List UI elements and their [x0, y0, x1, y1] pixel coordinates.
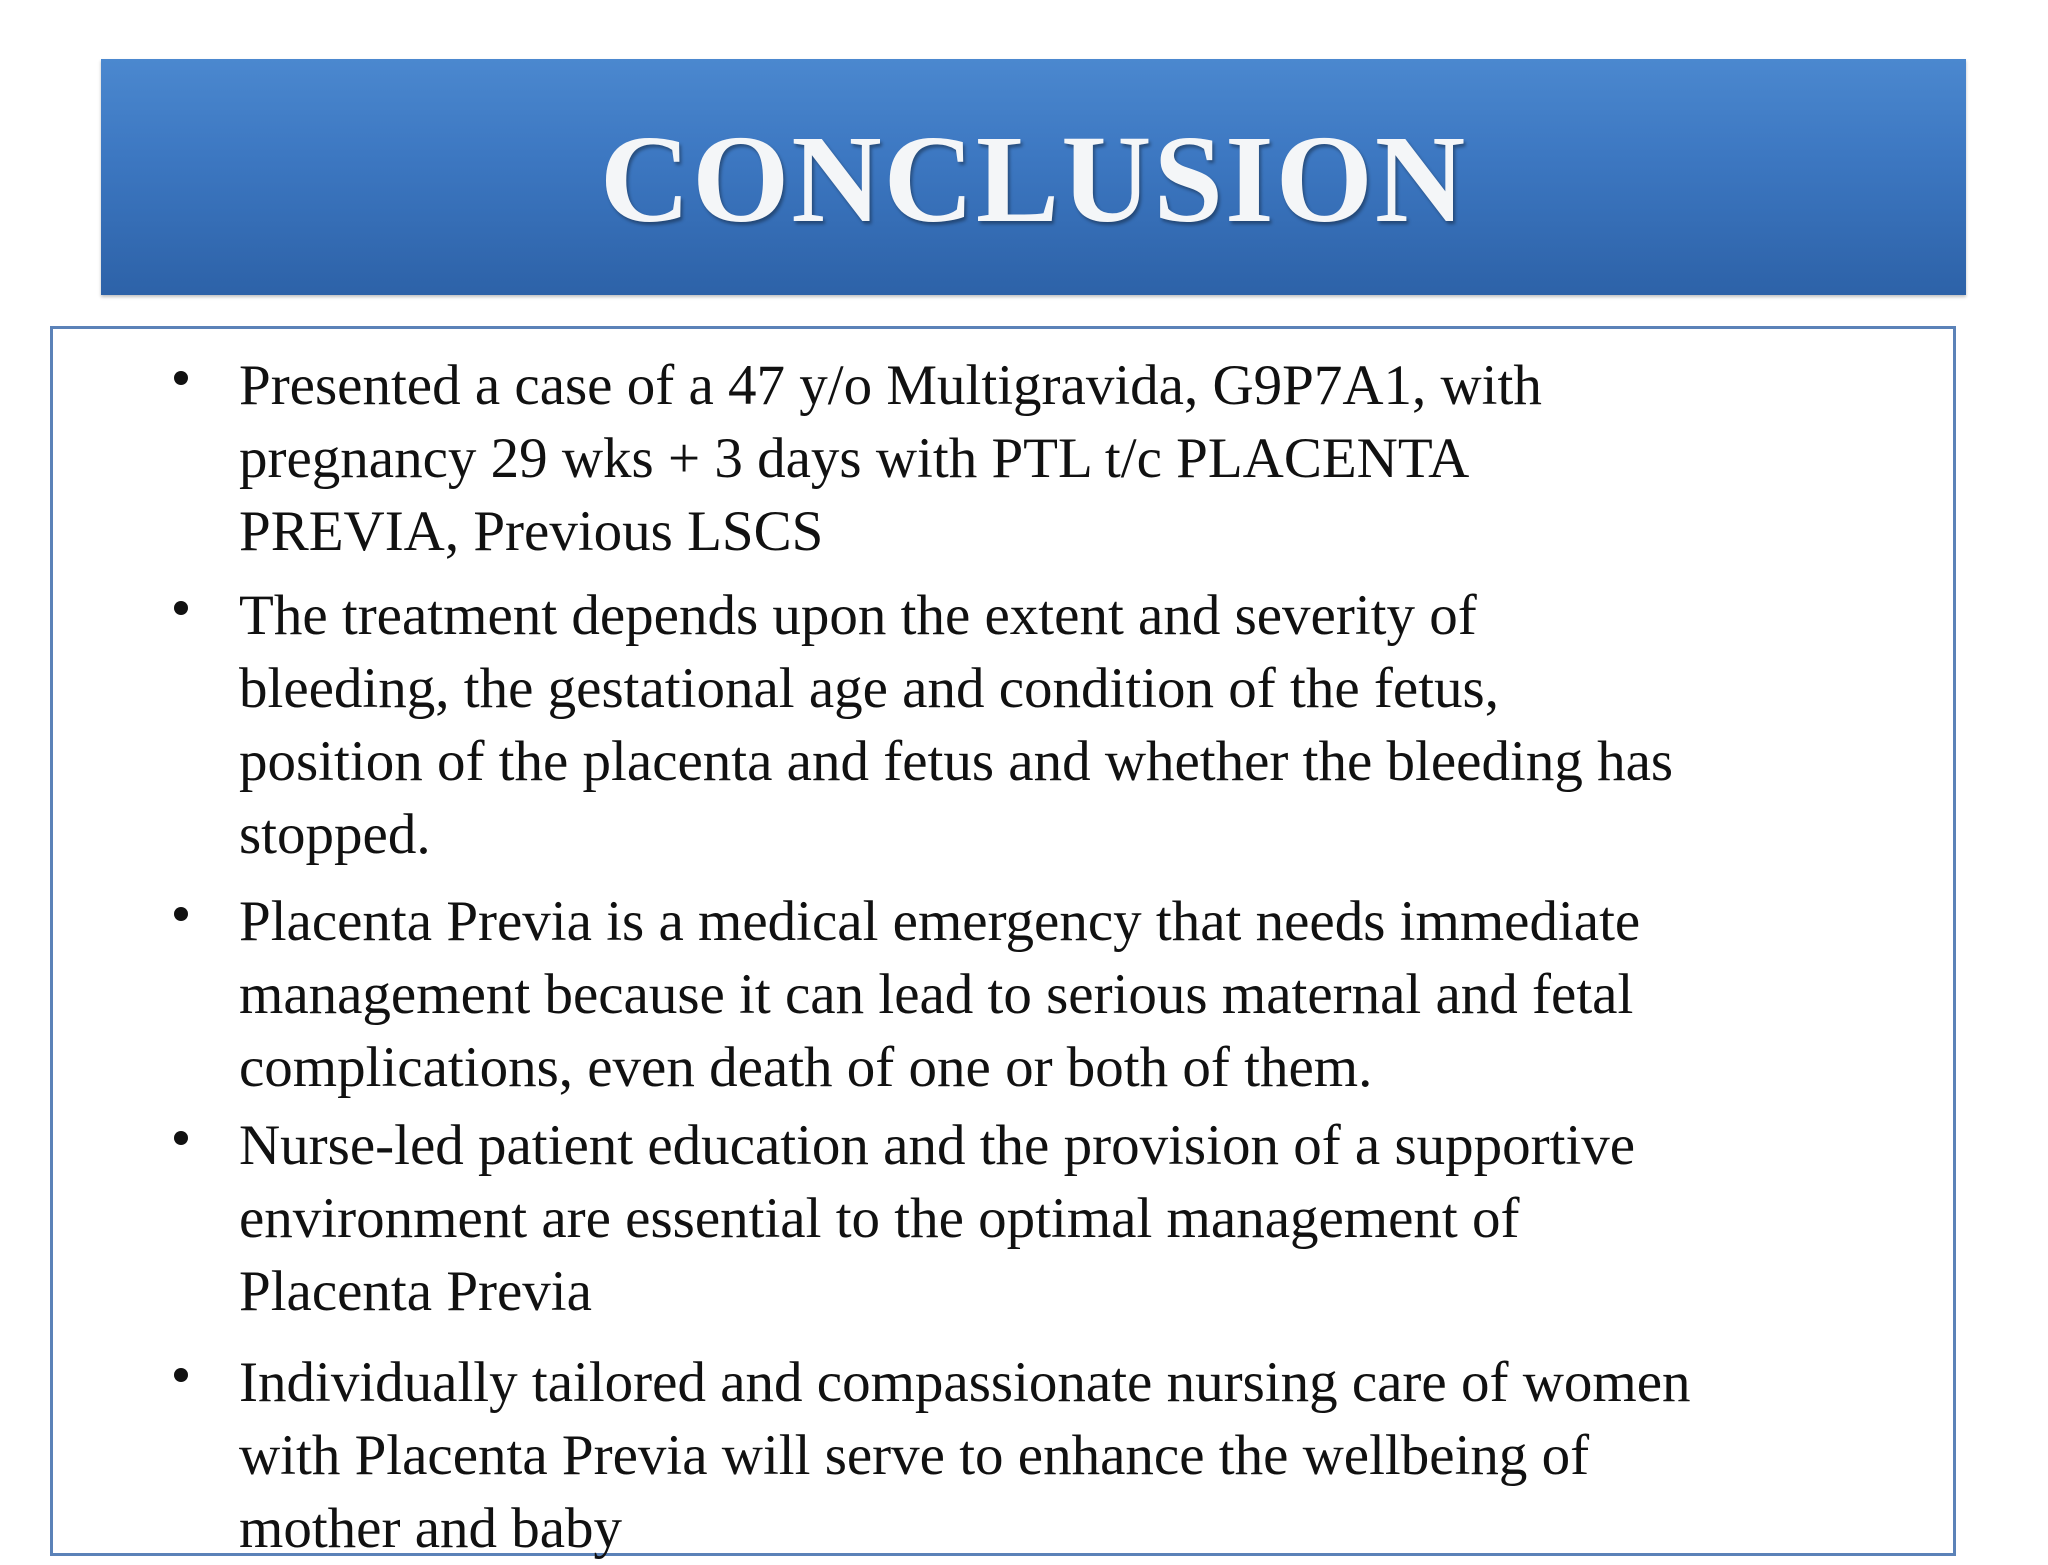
bullet-line: bleeding, the gestational age and condition of the fetus,	[239, 657, 1499, 720]
bullet-item-case-summary	[239, 349, 1979, 568]
bullet-point-icon	[174, 907, 188, 921]
bullet-text	[239, 579, 1979, 871]
bullet-point-icon	[174, 601, 188, 615]
bullet-text	[239, 885, 1849, 1104]
bullet-point-icon	[174, 1368, 188, 1382]
bullet-line: stopped.	[239, 803, 431, 866]
bullet-line: Placenta Previa	[239, 1260, 592, 1323]
bullet-line: management because it can lead to serious maternal and fetal	[239, 963, 1634, 1026]
bullet-line: The treatment depends upon the extent and severity of	[239, 584, 1477, 647]
bullet-item-emergency	[239, 885, 1979, 1104]
bullet-line: Presented a case of a 47 y/o Multigravida, G9P7A1, with	[239, 354, 1542, 417]
bullet-line: PREVIA, Previous LSCS	[239, 500, 824, 563]
bullet-text	[239, 1346, 1979, 1565]
slide-title: CONCLUSION	[599, 110, 1468, 249]
bullet-item-treatment	[239, 579, 1979, 871]
bullet-point-icon	[174, 1131, 188, 1145]
content-box	[50, 326, 1956, 1560]
bullet-line: Placenta Previa is a medical emergency that needs immediate	[239, 890, 1641, 953]
bullet-line: pregnancy 29 wks + 3 days with PTL t/c PLACENTA	[239, 427, 1470, 490]
bullet-text	[239, 349, 1979, 568]
bullet-item-nursing-care	[239, 1346, 1979, 1565]
bullet-line: Individually tailored and compassionate nursing care of women	[239, 1351, 1691, 1414]
bullet-point-icon	[174, 371, 188, 385]
bullet-line: environment are essential to the optimal management of	[239, 1187, 1520, 1250]
title-banner	[101, 59, 1966, 295]
bullet-text	[239, 1109, 1979, 1328]
bullet-line: mother and baby	[239, 1497, 623, 1560]
bullet-line: with Placenta Previa will serve to enhance the wellbeing of	[239, 1424, 1590, 1487]
bullet-item-nurse-education	[239, 1109, 1979, 1328]
bullet-line: position of the placenta and fetus and whether the bleeding has	[239, 730, 1674, 793]
bullet-line: complications, even death of one or both of them.	[239, 1036, 1373, 1099]
bullet-line: Nurse-led patient education and the provision of a supportive	[239, 1114, 1636, 1177]
